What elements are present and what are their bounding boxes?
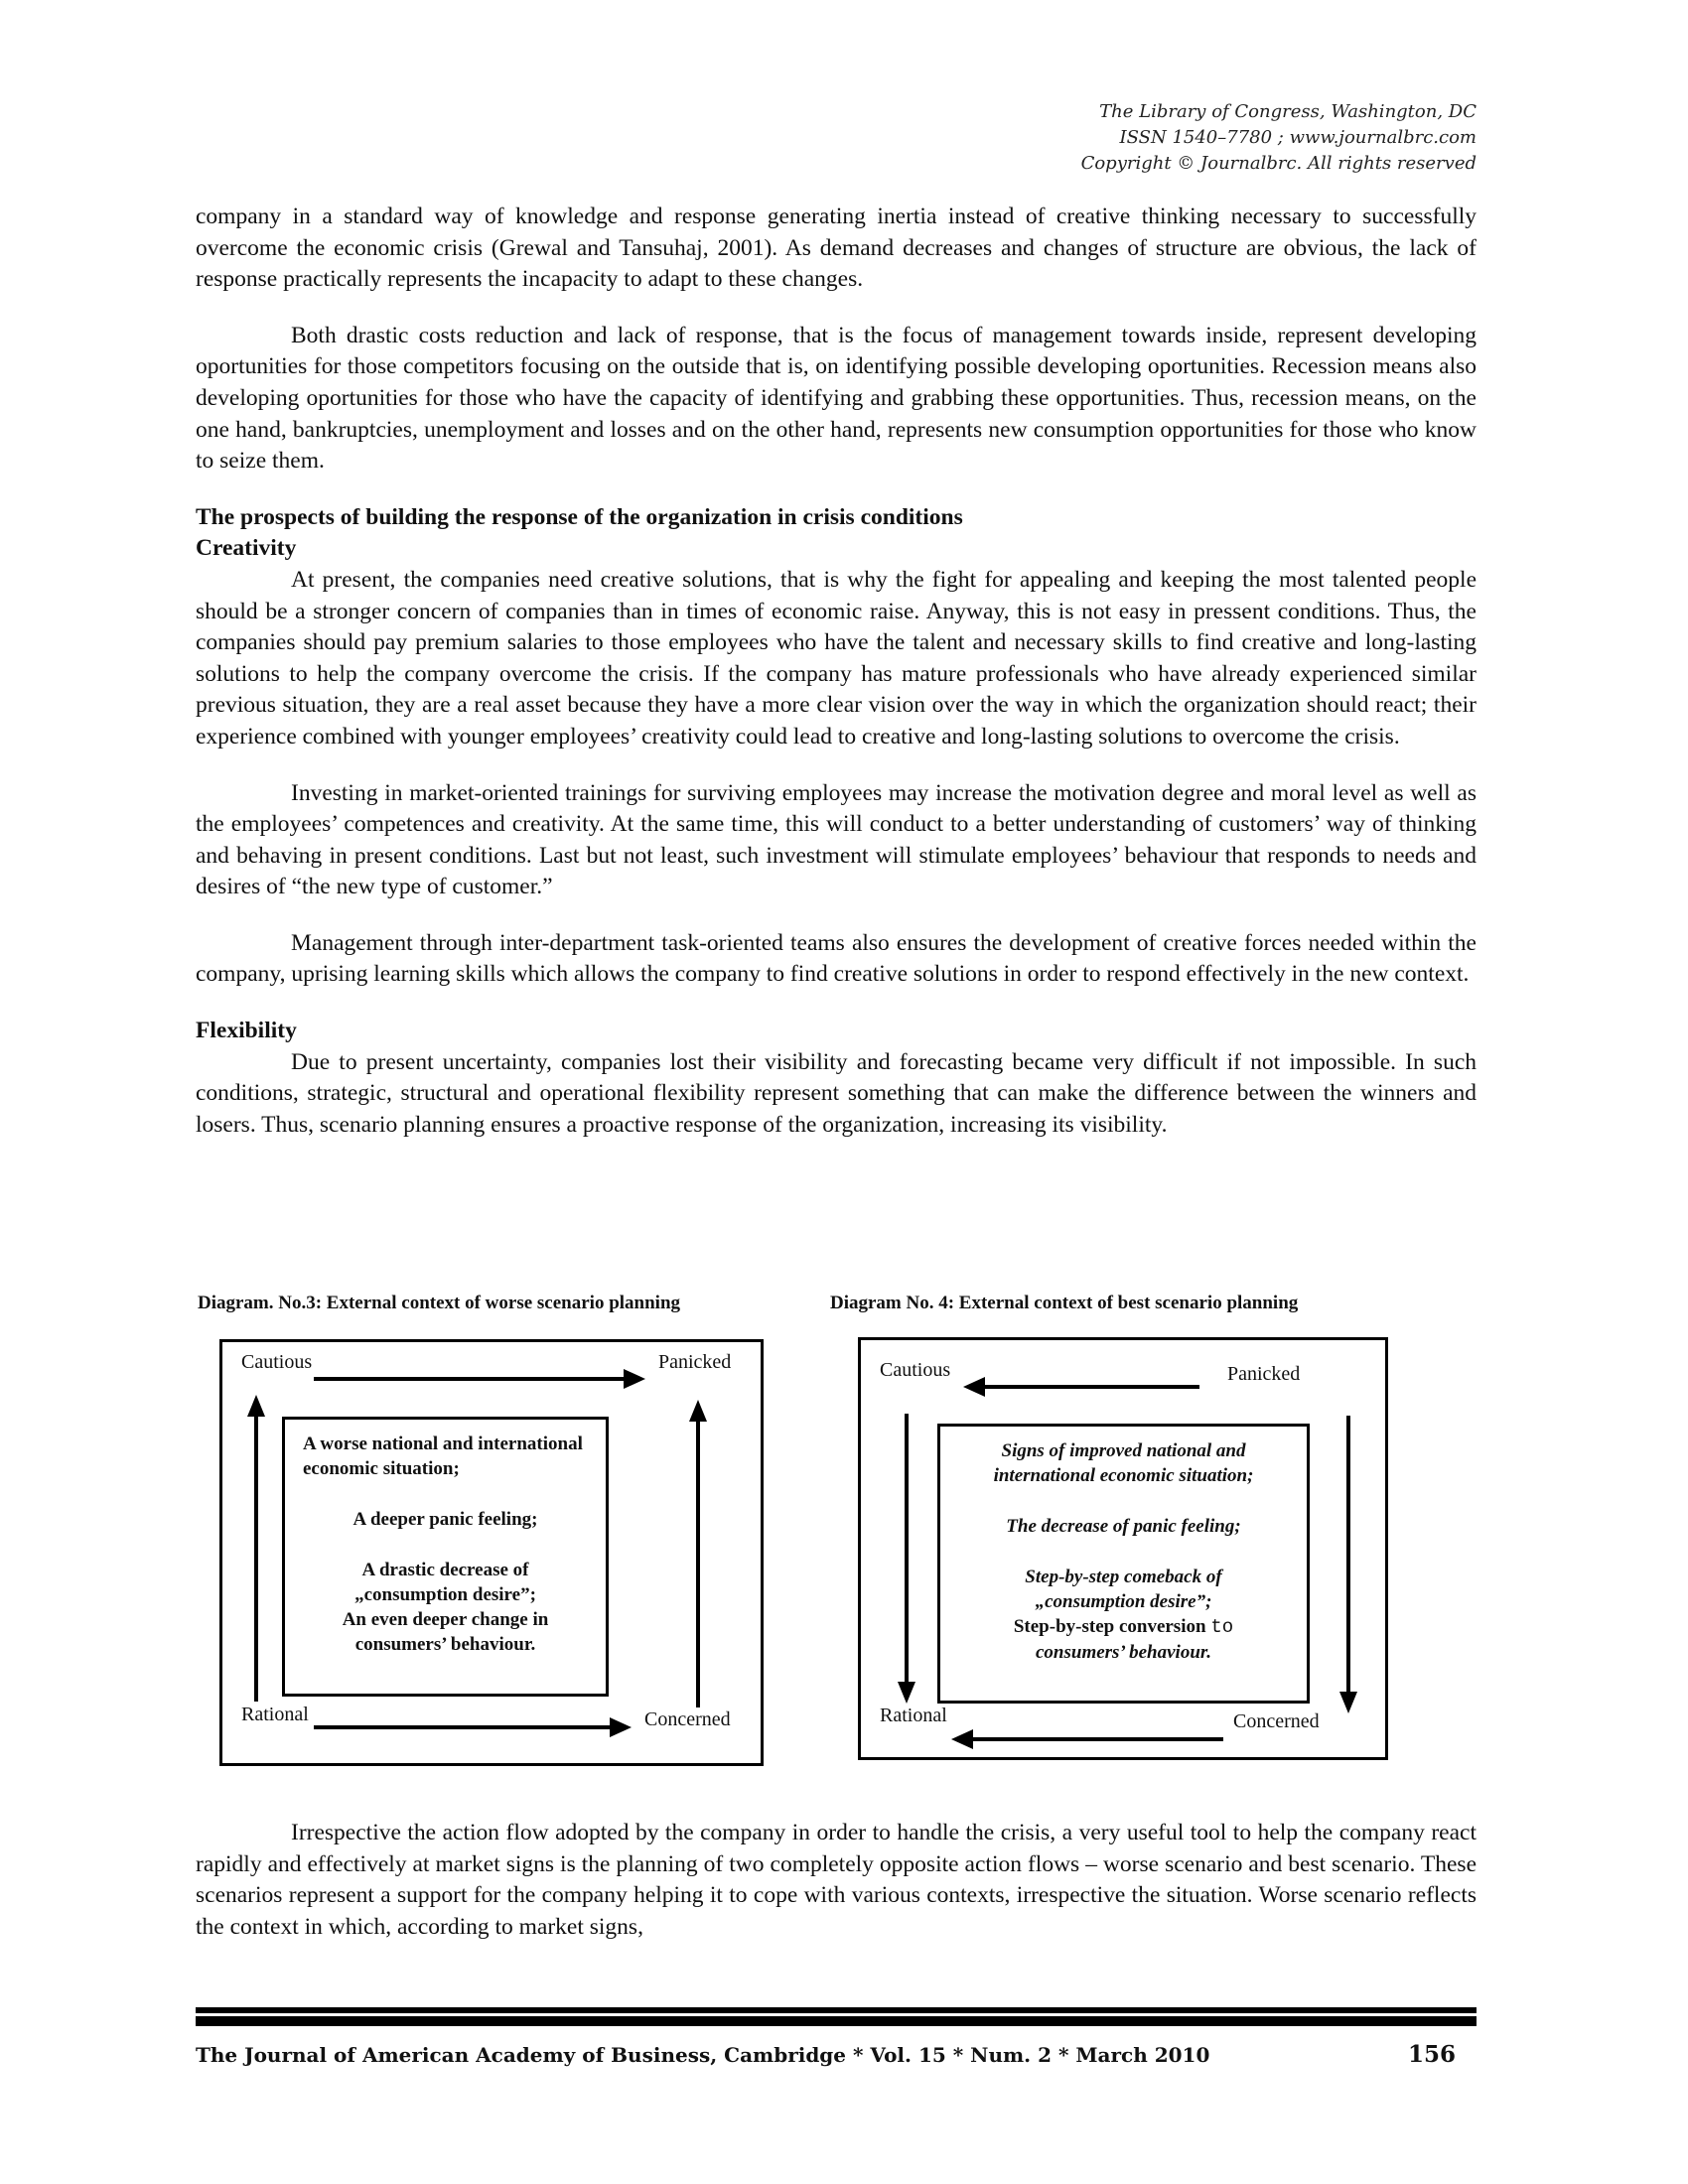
paragraph: Both drastic costs reduction and lack of response, that is the focus of management towards inside, represent developing oportunities for those competitors focusing on the outside that is, on identifying possible developing oportunities. Recession means also developing oportunities for those who have the capacity of identifying and grabbing these opportunities. Thus, recession means, on the one hand, bankruptcies, unemployment and losses and on the other hand, represents new consumption opportunities for those who know to seize them. [196, 322, 1477, 475]
header-issn: ISSN 1540–7780 ; www.journalbrc.com [1119, 127, 1477, 148]
diagram3-text: A deeper panic feeling; [352, 1509, 538, 1530]
arrow-panicked-to-cautious [983, 1385, 1199, 1389]
diagram4-text: consumers’ behaviour. [1035, 1642, 1211, 1663]
arrow-concerned-to-rational [971, 1737, 1223, 1741]
section-heading: The prospects of building the response of the organization in crisis conditions [196, 503, 963, 530]
arrow-concerned-to-panicked [696, 1420, 700, 1707]
diagram4-text-line [940, 1614, 1307, 1640]
diagram3-text: economic situation; [303, 1458, 460, 1479]
arrow-down-icon [898, 1682, 915, 1704]
paragraph: Due to present uncertainty, companies lost their visibility and forecasting became very difficult if not impossible. In such conditions, strategic, structural and operational flexibility represent something that can make the difference between the winners and losers. Thus, scenario planning ensures a proactive response of the organization, increasing its visibility. [196, 1048, 1477, 1138]
subsection-heading-creativity: Creativity [196, 535, 297, 562]
body-text-top [196, 202, 1477, 1141]
arrow-cautious-to-rational [905, 1414, 909, 1684]
arrow-rational-to-concerned [314, 1725, 612, 1729]
body-text-bottom [196, 1818, 1477, 1943]
footer-rule-thin [196, 2007, 1477, 2013]
paragraph: Irrespective the action flow adopted by the company in order to handle the crisis, a very useful tool to help the company react rapidly and effectively at market signs is the planning of two completely opposite action flows – worse scenario and best scenario. These scenarios represent a support for the company helping it to cope with various contexts, irrespective the situation. Worse scenario reflects the context in which, according to market signs, [196, 1820, 1477, 1940]
diagram4-text: to [1210, 1616, 1234, 1638]
diagram4-text: Step-by-step comeback of [1025, 1567, 1222, 1587]
diagram4-inner-box [937, 1424, 1310, 1704]
diagram4-text: international economic situation; [993, 1465, 1254, 1486]
paragraph: Management through inter-department task-oriented teams also ensures the development of creative forces needed within the company, uprising learning skills which allows the company to find creative solutions in order to respond effectively in the new context. [196, 929, 1477, 988]
footer-journal-citation: The Journal of American Academy of Business, Cambridge * Vol. 15 * Num. 2 * March 2010 [196, 2043, 1210, 2067]
diagram3-caption: Diagram. No.3: External context of worse scenario planning [198, 1293, 681, 1313]
diagram4-text: Signs of improved national and [1001, 1440, 1246, 1461]
arrow-down-icon [1339, 1692, 1357, 1713]
arrow-rational-to-cautious [254, 1415, 258, 1702]
arrow-panicked-to-concerned [1346, 1416, 1350, 1694]
diagram4-text: The decrease of panic feeling; [1006, 1516, 1241, 1537]
diagram3-inner-box [282, 1417, 609, 1697]
arrow-left-icon [951, 1729, 973, 1749]
diagram3-label-concerned: Concerned [644, 1708, 731, 1730]
arrow-right-icon [624, 1369, 645, 1389]
diagram3-text: A drastic decrease of [361, 1560, 529, 1580]
diagram4-text: Step-by-step conversion [1013, 1616, 1206, 1637]
diagram4-label-cautious: Cautious [880, 1359, 951, 1381]
diagram3-label-cautious: Cautious [241, 1351, 313, 1373]
arrow-up-icon [247, 1395, 265, 1417]
diagram3-text: An even deeper change in [342, 1609, 549, 1630]
diagram4-caption: Diagram No. 4: External context of best scenario planning [830, 1293, 1299, 1313]
paragraph: Investing in market-oriented trainings for surviving employees may increase the motivation degree and moral level as well as the employees’ competences and creativity. At the same time, this will conduct to a better understanding of customers’ way of thinking and behaving in present conditions. Last but not least, such investment will stimulate employees’ behaviour that responds to needs and desires of “the new type of customer.” [196, 779, 1477, 900]
diagram3-label-panicked: Panicked [658, 1351, 732, 1373]
diagram3-label-rational: Rational [241, 1704, 309, 1725]
running-header [1081, 99, 1477, 177]
paragraph: company in a standard way of knowledge and response generating inertia instead of creative thinking necessary to successfully overcome the economic crisis (Grewal and Tansuhaj, 2001). As demand decreases and changes of structure are obvious, the lack of response practically represents the incapacity to adapt to these changes. [196, 204, 1477, 293]
diagram4-label-concerned: Concerned [1233, 1710, 1320, 1732]
diagram4-label-rational: Rational [880, 1705, 947, 1726]
page-number: 156 [1408, 2041, 1457, 2068]
diagram4-text: „consumption desire”; [1035, 1591, 1212, 1612]
arrow-up-icon [689, 1400, 707, 1422]
diagram3-text: A worse national and international [303, 1433, 583, 1454]
subsection-heading-flexibility: Flexibility [196, 1018, 297, 1044]
header-library: The Library of Congress, Washington, DC [1099, 101, 1477, 122]
header-copyright: Copyright © Journalbrc. All rights reserved [1080, 153, 1477, 174]
diagram3-text: „consumption desire”; [354, 1584, 536, 1605]
arrow-left-icon [963, 1377, 985, 1397]
diagram3-text: consumers’ behaviour. [354, 1634, 536, 1655]
arrow-cautious-to-panicked [314, 1377, 626, 1381]
arrow-right-icon [610, 1717, 632, 1737]
diagram4-label-panicked: Panicked [1227, 1363, 1301, 1385]
paragraph: At present, the companies need creative solutions, that is why the fight for appealing and keeping the most talented people should be a stronger concern of companies than in times of economic raise. Anyway, this is not easy in pressent conditions. Thus, the companies should pay premium salaries to those employees who have the talent and necessary skills to find creative and long-lasting solutions to help the company overcome the crisis. If the company has mature professionals who have already experienced similar previous situation, they are a real asset because they have a more clear vision over the way in which the organization should react; their experience combined with younger employees’ creativity could lead to creative and long-lasting solutions to overcome the crisis. [196, 566, 1477, 750]
footer-rule-thick [196, 2016, 1477, 2026]
